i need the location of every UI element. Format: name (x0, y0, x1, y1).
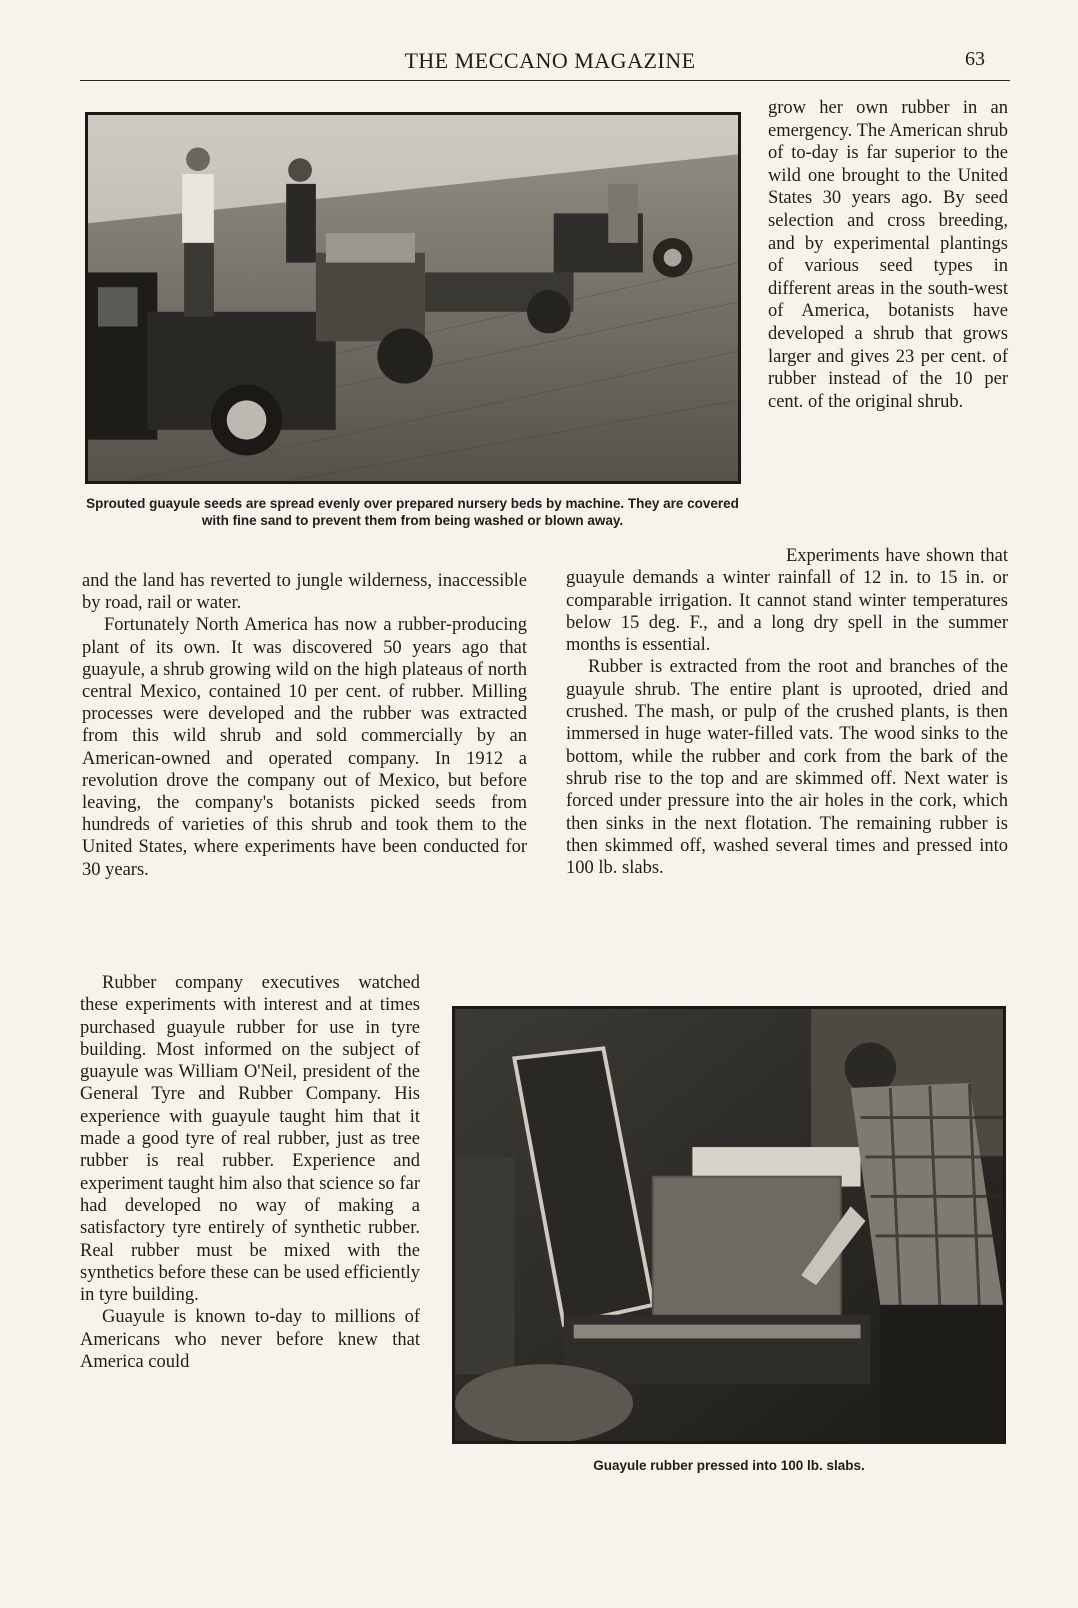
left-column-bottom (80, 972, 420, 1373)
paragraph: Rubber is extracted from the root and branches of the guayule shrub. The entire plant is uprooted, dried and crushed. The mash, or pulp of the crushed plants, is then immersed in huge water-filled vats. The wood sinks to the bottom, while the rubber and cork from the bark of the shrub rise to the top and are skimmed off. Next water is forced under pressure into the air holes in the cork, which then sinks in the next flotation. The remaining rubber is then skimmed off, washed several times and pressed into 100 lb. slabs. (566, 657, 1008, 879)
magazine-title: THE MECCANO MAGAZINE (404, 48, 696, 73)
right-column-top (768, 97, 1008, 413)
figure-2-caption: Guayule rubber pressed into 100 lb. slabs. (593, 1458, 865, 1473)
paragraph: Guayule is known to-day to millions of Americans who never before knew that America could (80, 1307, 420, 1373)
paragraph: Rubber company executives watched these experiments with interest and at times purchased guayule rubber for use in tyre building. Most informed on the subject of guayule was William O'Neil, president of the General Tyre and Rubber Company. His experience with guayule taught him that it made a good tyre of real rubber, just as tree rubber is real rubber. Experience and experiment taught him also that science so far had developed no way of making a satisfactory tyre entirely of synthetic rubber. Real rubber must be mixed with the synthetics before these can be used efficiently in tyre building. (80, 973, 420, 1306)
right-column-middle (566, 545, 1008, 879)
paragraph: Fortunately North America has now a rubber-producing plant of its own. It was discovered 50 years ago that guayule, a shrub growing wild on the high plateaus of north central Mexico, contained 10 per cent. of rubber. Milling processes were developed and the rubber was extracted from this wild shrub and sold commercially by an American-owned and operated company. In 1912 a revolution drove the company out of Mexico, but before leaving, the company's botanists picked seeds from hundreds of varieties of this shrub and took them to the United States, where experiments have been conducted for 30 years. (82, 615, 527, 880)
left-column-middle (82, 570, 527, 881)
paragraph: grow her own rubber in an emergency. The American shrub of to-day is far superior to the wild one brought to the United States 30 years ago. By seed selection and cross breeding, and by experimental plantings of various seed types in different areas in the south-west of America, botanists have developed a shrub that grows larger and gives 23 per cent. of rubber instead of the 10 per cent. of the original shrub. (768, 98, 1008, 412)
page-number: 63 (965, 48, 985, 70)
rubber-slab-photo (452, 1006, 1006, 1444)
paragraph: Experiments have shown that guayule demands a winter rainfall of 12 in. to 15 in. or comparable irrigation. It cannot stand winter temperatures below 15 deg. F., and a long dry spell in the summer months is essential. (566, 546, 1008, 656)
paragraph: and the land has reverted to jungle wilderness, inaccessible by road, rail or water. (82, 571, 527, 614)
header-divider (80, 80, 1010, 81)
seeding-machine-photo (85, 112, 741, 484)
figure-1-caption: Sprouted guayule seeds are spread evenly over prepared nursery beds by machine. They are covered with fine sand to prevent them from being washed or blown away. (86, 496, 739, 528)
